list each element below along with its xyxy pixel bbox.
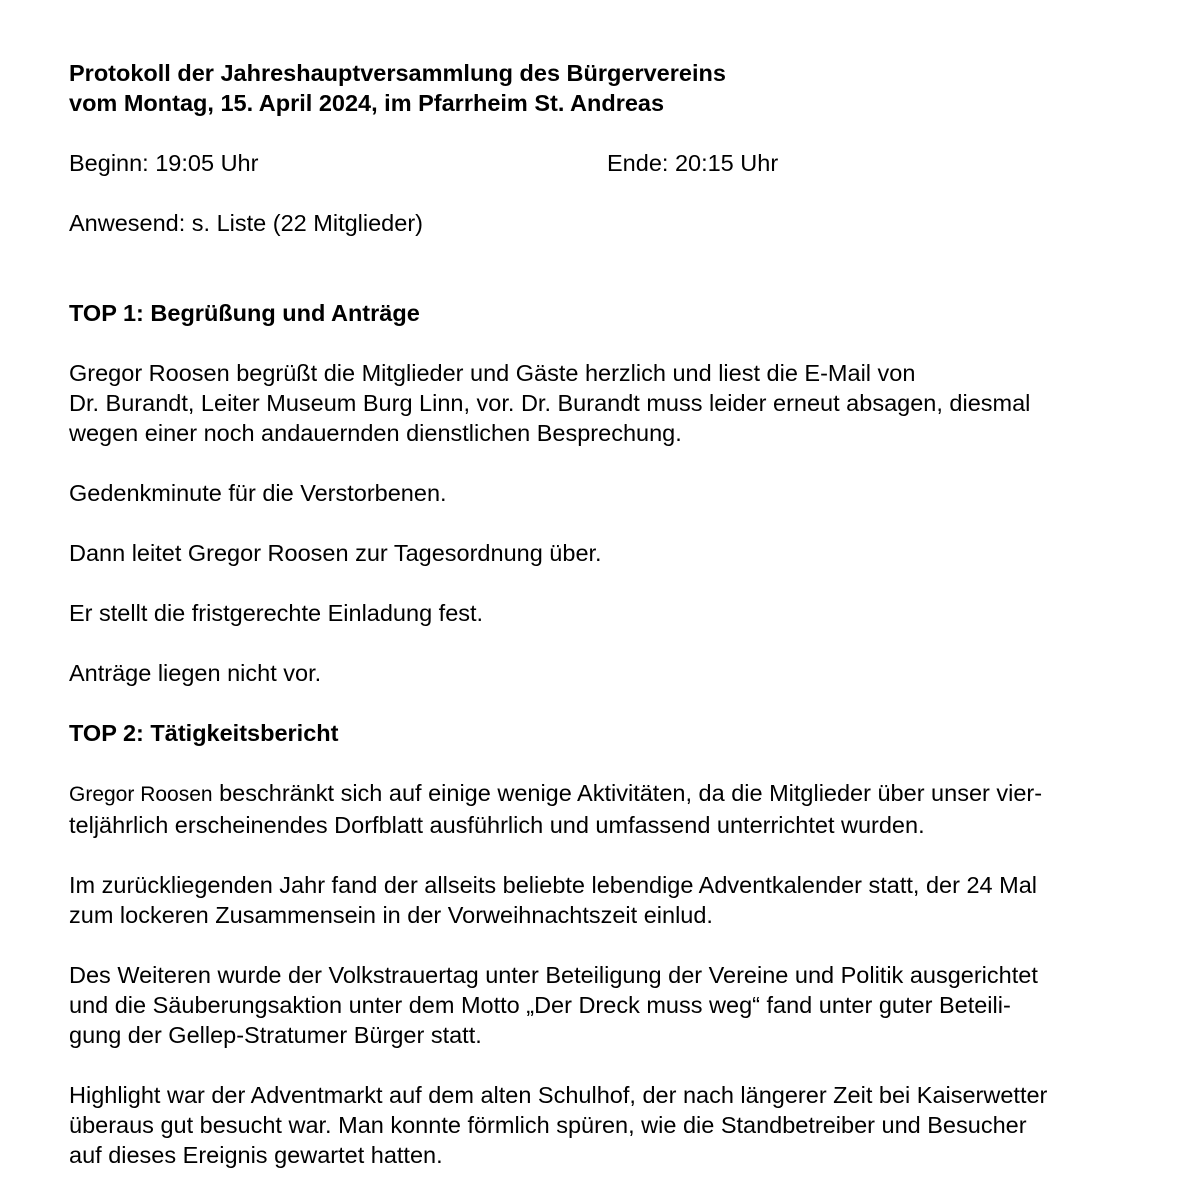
top2-heading: TOP 2: Tätigkeitsbericht — [69, 720, 339, 746]
text-line: Im zurückliegenden Jahr fand der allseits beliebte lebendige Adventkalender statt, der 24 Mal — [69, 872, 1038, 898]
title-line-2: vom Montag, 15. April 2024, im Pfarrheim St. Andreas — [69, 90, 665, 116]
text-line: überaus gut besucht war. Man konnte förmlich spüren, wie die Standbetreiber und Besucher — [69, 1112, 1027, 1138]
text-line: auf dieses Ereignis gewartet hatten. — [69, 1142, 443, 1168]
top1-heading: TOP 1: Begrüßung und Anträge — [69, 300, 420, 326]
top1-paragraph-agenda: Dann leitet Gregor Roosen zur Tagesordnung über. — [69, 540, 602, 566]
text-line: und die Säuberungsaktion unter dem Motto „Der Dreck muss weg“ fand unter guter Beteili- — [69, 992, 1011, 1018]
text-line: Dr. Burandt, Leiter Museum Burg Linn, vor. Dr. Burandt muss leider erneut absagen, diesmal — [69, 390, 1031, 416]
text-line: Des Weiteren wurde der Volkstrauertag unter Beteiligung der Vereine und Politik ausgerichtet — [69, 962, 1038, 988]
text-line: zum lockeren Zusammensein in der Vorweihnachtszeit einlud. — [69, 902, 713, 928]
text-line: teljährlich erscheinendes Dorfblatt ausführlich und umfassend unterrichtet wurden. — [69, 812, 925, 838]
text-line — [69, 778, 1169, 810]
text-fragment: beschränkt sich auf einige wenige Aktivitäten, da die Mitglieder über unser vier- — [212, 780, 1043, 806]
title-line-1: Protokoll der Jahreshauptversammlung des Bürgervereins — [69, 60, 726, 86]
text-line: gung der Gellep-Stratumer Bürger statt. — [69, 1022, 482, 1048]
document-page — [69, 58, 1169, 1200]
meeting-times — [69, 148, 1169, 178]
begin-time: Beginn: 19:05 Uhr — [69, 150, 259, 176]
attendance: Anwesend: s. Liste (22 Mitglieder) — [69, 210, 423, 236]
top1-paragraph-invitation: Er stellt die fristgerechte Einladung fest. — [69, 600, 484, 626]
end-time: Ende: 20:15 Uhr — [607, 150, 779, 176]
top1-paragraph-memorial: Gedenkminute für die Verstorbenen. — [69, 480, 447, 506]
document-title — [69, 58, 1169, 118]
text-line: Gregor Roosen begrüßt die Mitglieder und Gäste herzlich und liest die E-Mail von — [69, 360, 916, 386]
text-line: Highlight war der Adventmarkt auf dem alten Schulhof, der nach längerer Zeit bei Kaiserwetter — [69, 1082, 1048, 1108]
text-line: wegen einer noch andauernden dienstlichen Besprechung. — [69, 420, 682, 446]
speaker-name: Gregor Roosen — [69, 783, 213, 806]
top1-paragraph-motions: Anträge liegen nicht vor. — [69, 660, 322, 686]
